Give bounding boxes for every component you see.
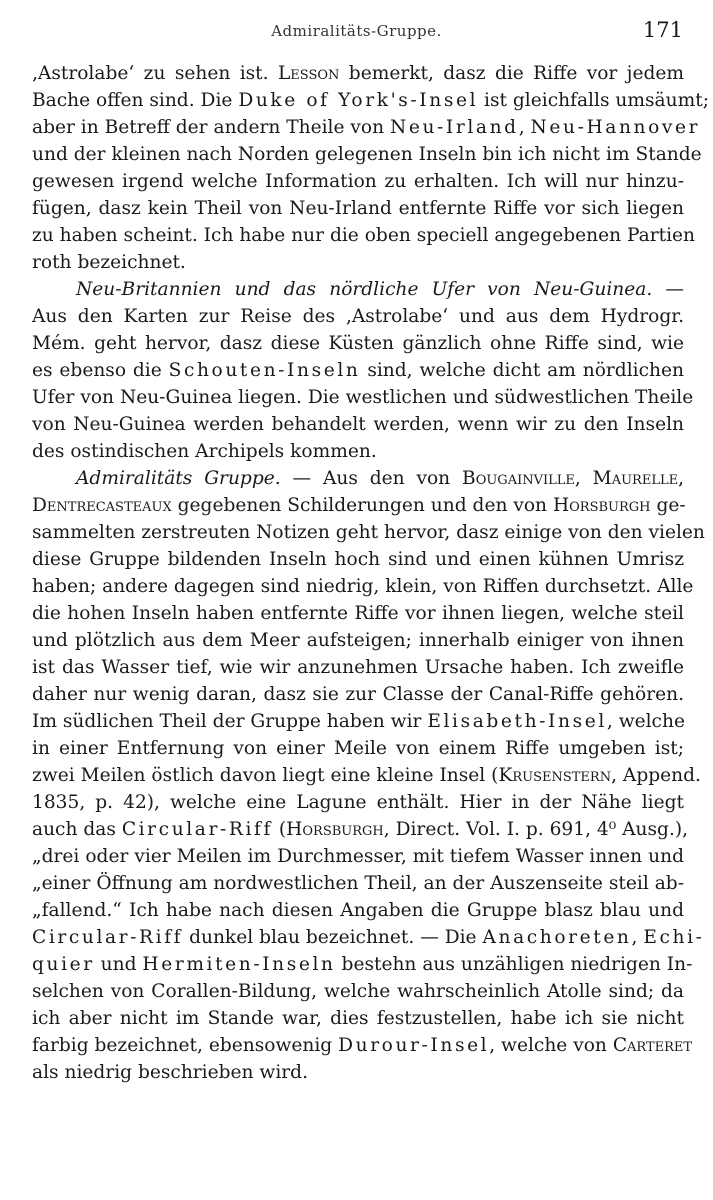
text-segment: sammelten zerstreuten Notizen geht hervor, dasz einige von den vielen	[32, 522, 705, 543]
text-line	[32, 600, 684, 627]
text-segment: roth bezeichnet.	[32, 252, 186, 273]
text-segment: sind, welche dicht am nördlichen	[360, 360, 684, 381]
text-line	[32, 330, 684, 357]
text-segment: Mém. geht hervor, dasz diese Küsten gänzlich ohne Riffe sind, wie	[32, 333, 684, 354]
text-segment: auch das	[32, 819, 122, 840]
text-segment: , welche von	[489, 1035, 613, 1056]
running-title: Admiralitäts-Gruppe.	[271, 22, 442, 40]
text-segment: —	[652, 279, 684, 300]
text-segment: und plötzlich aus dem Meer aufsteigen; innerhalb einiger von ihnen	[32, 630, 684, 651]
text-segment: farbig bezeichnet, ebensowenig	[32, 1035, 339, 1056]
text-segment: zwei Meilen östlich davon liegt eine kleine Insel (	[32, 765, 499, 786]
text-line	[32, 735, 684, 762]
place-name: Duke of York's-Insel	[238, 90, 479, 111]
text-segment: in einer Entfernung von einer Meile von einem Riffe umgeben ist;	[32, 738, 684, 759]
text-line	[32, 1059, 684, 1086]
text-segment: Aus den Karten zur Reise des ‚Astrolabe‘ und aus dem Hydrogr.	[32, 306, 684, 327]
text-line	[32, 276, 684, 303]
text-segment: bemerkt, dasz die Riffe vor jedem	[339, 63, 684, 84]
text-segment: ,	[631, 927, 644, 948]
place-name: Circular-Riff	[32, 927, 184, 948]
place-name: quier	[32, 954, 95, 975]
text-line	[32, 465, 684, 492]
text-segment: 1835, p. 42), welche eine Lagune enthält. Hier in der Nähe liegt	[32, 792, 684, 813]
place-name: Neu-Hannover	[530, 117, 701, 138]
text-segment: des ostindischen Archipels kommen.	[32, 441, 377, 462]
author-name: Dentrecasteaux	[32, 495, 172, 516]
text-segment: diese Gruppe bildenden Inseln hoch sind und einen kühnen Umrisz	[32, 549, 684, 570]
section-heading: Admiralitäts Gruppe.	[76, 468, 281, 489]
text-line	[32, 249, 684, 276]
author-name: Horsburgh	[552, 495, 651, 516]
text-line	[32, 1005, 684, 1032]
text-line	[32, 411, 684, 438]
text-segment: fügen, dasz kein Theil von Neu-Irland entfernte Riffe vor sich liegen	[32, 198, 684, 219]
text-segment: ist das Wasser tief, wie wir anzunehmen Ursache haben. Ich zweifle	[32, 657, 684, 678]
text-segment: ich aber nicht im Stande war, dies festzustellen, habe ich sie nicht	[32, 1008, 684, 1029]
text-line	[32, 789, 684, 816]
text-segment: „drei oder vier Meilen im Durchmesser, mit tiefem Wasser innen und	[32, 846, 684, 867]
text-line	[32, 222, 696, 249]
text-segment: ‚Astrolabe‘ zu sehen ist.	[32, 63, 278, 84]
text-line	[32, 870, 684, 897]
text-line	[32, 951, 693, 978]
text-segment: „fallend.“ Ich habe nach diesen Angaben die Gruppe blasz blau und	[32, 900, 684, 921]
text-segment: Bache offen sind. Die	[32, 90, 239, 111]
text-segment: und	[94, 954, 143, 975]
place-name: Elisabeth-Insel	[427, 711, 607, 732]
text-segment: bestehn aus unzähligen niedrigen In-	[335, 954, 693, 975]
running-head	[0, 18, 713, 50]
author-name: Bougainville	[462, 468, 575, 489]
text-segment: (	[272, 819, 287, 840]
text-segment: von Neu-Guinea werden behandelt werden, wenn wir zu den Inseln	[32, 414, 684, 435]
text-line	[32, 357, 684, 384]
text-line	[32, 141, 702, 168]
place-name: Echi-	[643, 927, 705, 948]
text-line	[32, 708, 684, 735]
text-line	[32, 519, 705, 546]
text-line	[32, 654, 684, 681]
text-segment: und der kleinen nach Norden gelegenen Inseln bin ich nicht im Stande	[32, 144, 702, 165]
text-line	[32, 816, 689, 843]
text-segment: ge-	[650, 495, 686, 516]
section-heading: Neu-Britannien und das nördliche Ufer von Neu-Guinea.	[76, 279, 653, 300]
text-line	[32, 546, 684, 573]
text-line	[32, 168, 684, 195]
place-name: Neu-Irland	[390, 117, 519, 138]
text-line	[32, 897, 684, 924]
text-line	[32, 114, 701, 141]
text-line	[32, 60, 684, 87]
text-segment: ,	[678, 468, 684, 489]
text-segment: — Aus den von	[280, 468, 463, 489]
text-segment: als niedrig beschrieben wird.	[32, 1062, 308, 1083]
text-line	[32, 438, 684, 465]
text-line	[32, 384, 694, 411]
place-name: Hermiten-Inseln	[142, 954, 336, 975]
text-line	[32, 627, 684, 654]
text-line	[32, 492, 684, 519]
text-segment: dunkel blau bezeichnet. — Die	[183, 927, 483, 948]
text-line	[32, 1032, 693, 1059]
author-name: Lesson	[277, 63, 340, 84]
text-segment: , Append.	[611, 765, 701, 786]
text-segment: gewesen irgend welche Information zu erhalten. Ich will nur hinzu-	[32, 171, 684, 192]
place-name: Anachoreten	[482, 927, 632, 948]
text-segment: gegebenen Schilderungen und den von	[171, 495, 553, 516]
text-segment: daher nur wenig daran, dasz sie zur Classe der Canal-Riffe gehören.	[32, 684, 684, 705]
text-line	[32, 195, 684, 222]
place-name: Circular-Riff	[121, 819, 273, 840]
page-number: 171	[642, 18, 683, 42]
body-text	[32, 60, 709, 1086]
author-name: Maurelle	[592, 468, 679, 489]
text-line	[32, 681, 684, 708]
text-line	[32, 978, 684, 1005]
text-line	[32, 87, 709, 114]
text-segment: , Direct. Vol. I. p. 691, 4⁰ Ausg.),	[383, 819, 689, 840]
text-segment: Ufer von Neu-Guinea liegen. Die westlichen und südwestlichen Theile	[32, 387, 694, 408]
text-segment: ,	[518, 117, 531, 138]
place-name: Schouten-Inseln	[168, 360, 361, 381]
text-segment: aber in Betreff der andern Theile von	[32, 117, 390, 138]
text-line	[32, 762, 701, 789]
author-name: Carteret	[612, 1035, 693, 1056]
text-line	[32, 303, 684, 330]
author-name: Horsburgh	[286, 819, 384, 840]
text-segment: die hohen Inseln haben entfernte Riffe vor ihnen liegen, welche steil	[32, 603, 684, 624]
text-segment: Im südlichen Theil der Gruppe haben wir	[32, 711, 428, 732]
text-segment: zu haben scheint. Ich habe nur die oben speciell angegebenen Partien	[32, 225, 696, 246]
text-segment: haben; andere dagegen sind niedrig, klein, von Riffen durchsetzt. Alle	[32, 576, 694, 597]
author-name: Krusenstern	[498, 765, 612, 786]
text-line	[32, 924, 705, 951]
text-segment: selchen von Corallen-Bildung, welche wahrscheinlich Atolle sind; da	[32, 981, 684, 1002]
text-line	[32, 843, 684, 870]
text-segment: es ebenso die	[32, 360, 169, 381]
text-line	[32, 573, 694, 600]
place-name: Durour-Insel	[338, 1035, 490, 1056]
text-segment: „einer Öffnung am nordwestlichen Theil, an der Auszenseite steil ab-	[32, 873, 684, 894]
text-segment: ,	[574, 468, 593, 489]
text-segment: , welche	[606, 711, 685, 732]
text-segment: ist gleichfalls umsäumt;	[478, 90, 709, 111]
